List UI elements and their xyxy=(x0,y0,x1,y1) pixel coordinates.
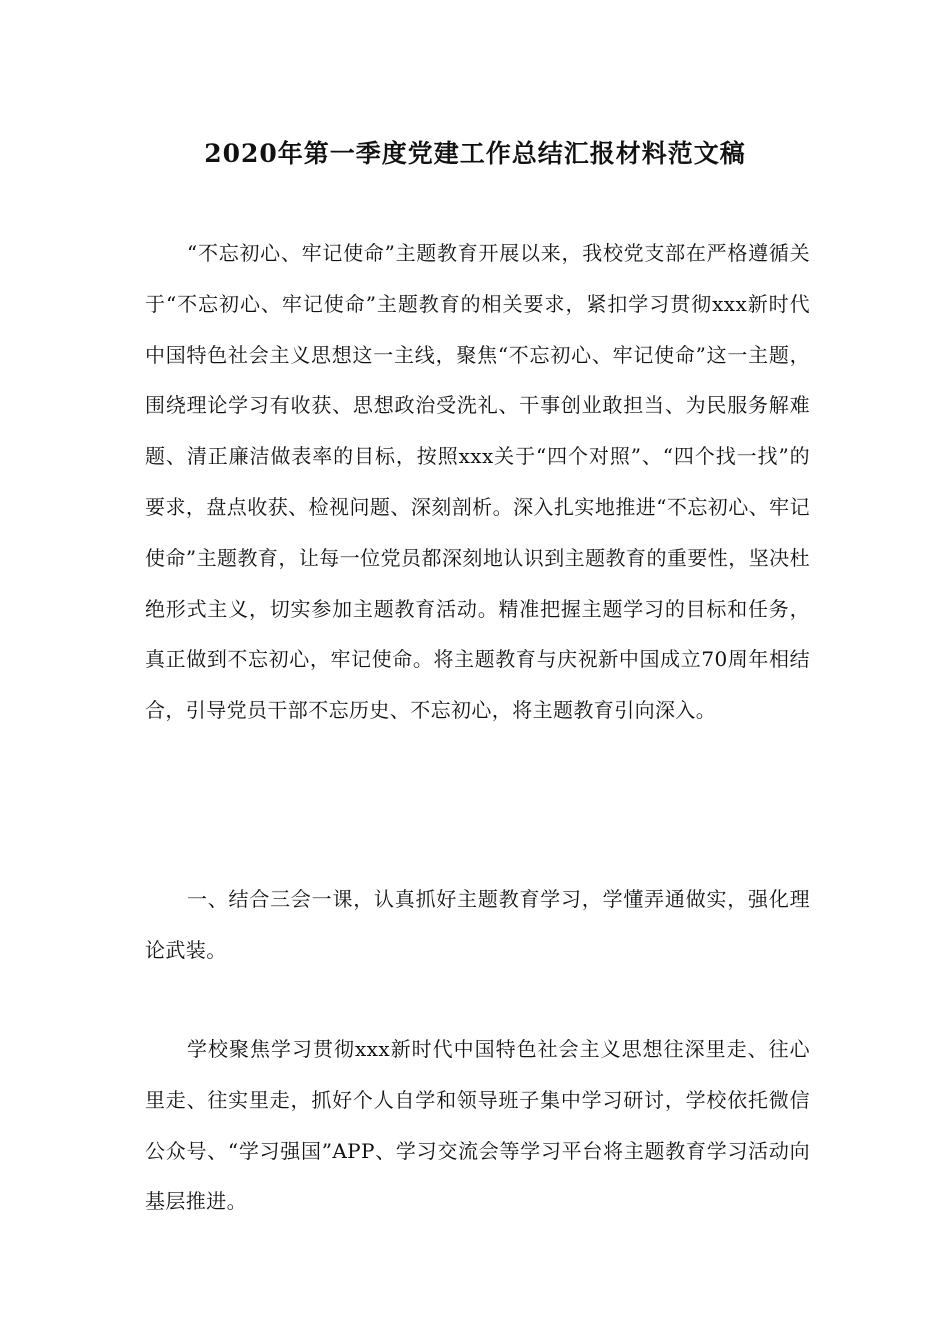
paragraph-intro: “不忘初心、牢记使命”主题教育开展以来，我校党支部在严格遵循关于“不忘初心、牢记使命”主题教育的相关要求，紧扣学习贯彻xxx新时代中国特色社会主义思想这一主线，聚焦“不忘初心、牢记使命”这一主题，围绕理论学习有收获、思想政治受洗礼、干事创业敢担当、为民服务解难题、清正廉洁做表率的目标，按照xxx关于“四个对照”、“四个找一找”的要求，盘点收获、检视问题、深刻剖析。深入扎实地推进“不忘初心、牢记使命”主题教育，让每一位党员都深刻地认识到主题教育的重要性，坚决杜绝形式主义，切实参加主题教育活动。精准把握主题学习的目标和任务，真正做到不忘初心，牢记使命。将主题教育与庆祝新中国成立70周年相结合，引导党员干部不忘历史、不忘初心，将主题教育引向深入。 xyxy=(145,241,810,723)
document-title: 2020年第一季度党建工作总结汇报材料范文稿 xyxy=(204,139,746,168)
paragraph-body: 学校聚焦学习贯彻xxx新时代中国特色社会主义思想往深里走、往心里走、往实里走，抓好个人自学和领导班子集中学习研讨，学校依托微信公众号、“学习强国”APP、学习交流会等学习平台将主题教育学习活动向基层推进。 xyxy=(145,1037,810,1214)
paragraph-section-heading: 一、结合三会一课，认真抓好主题教育学习，学懂弄通做实，强化理论武装。 xyxy=(145,887,810,962)
